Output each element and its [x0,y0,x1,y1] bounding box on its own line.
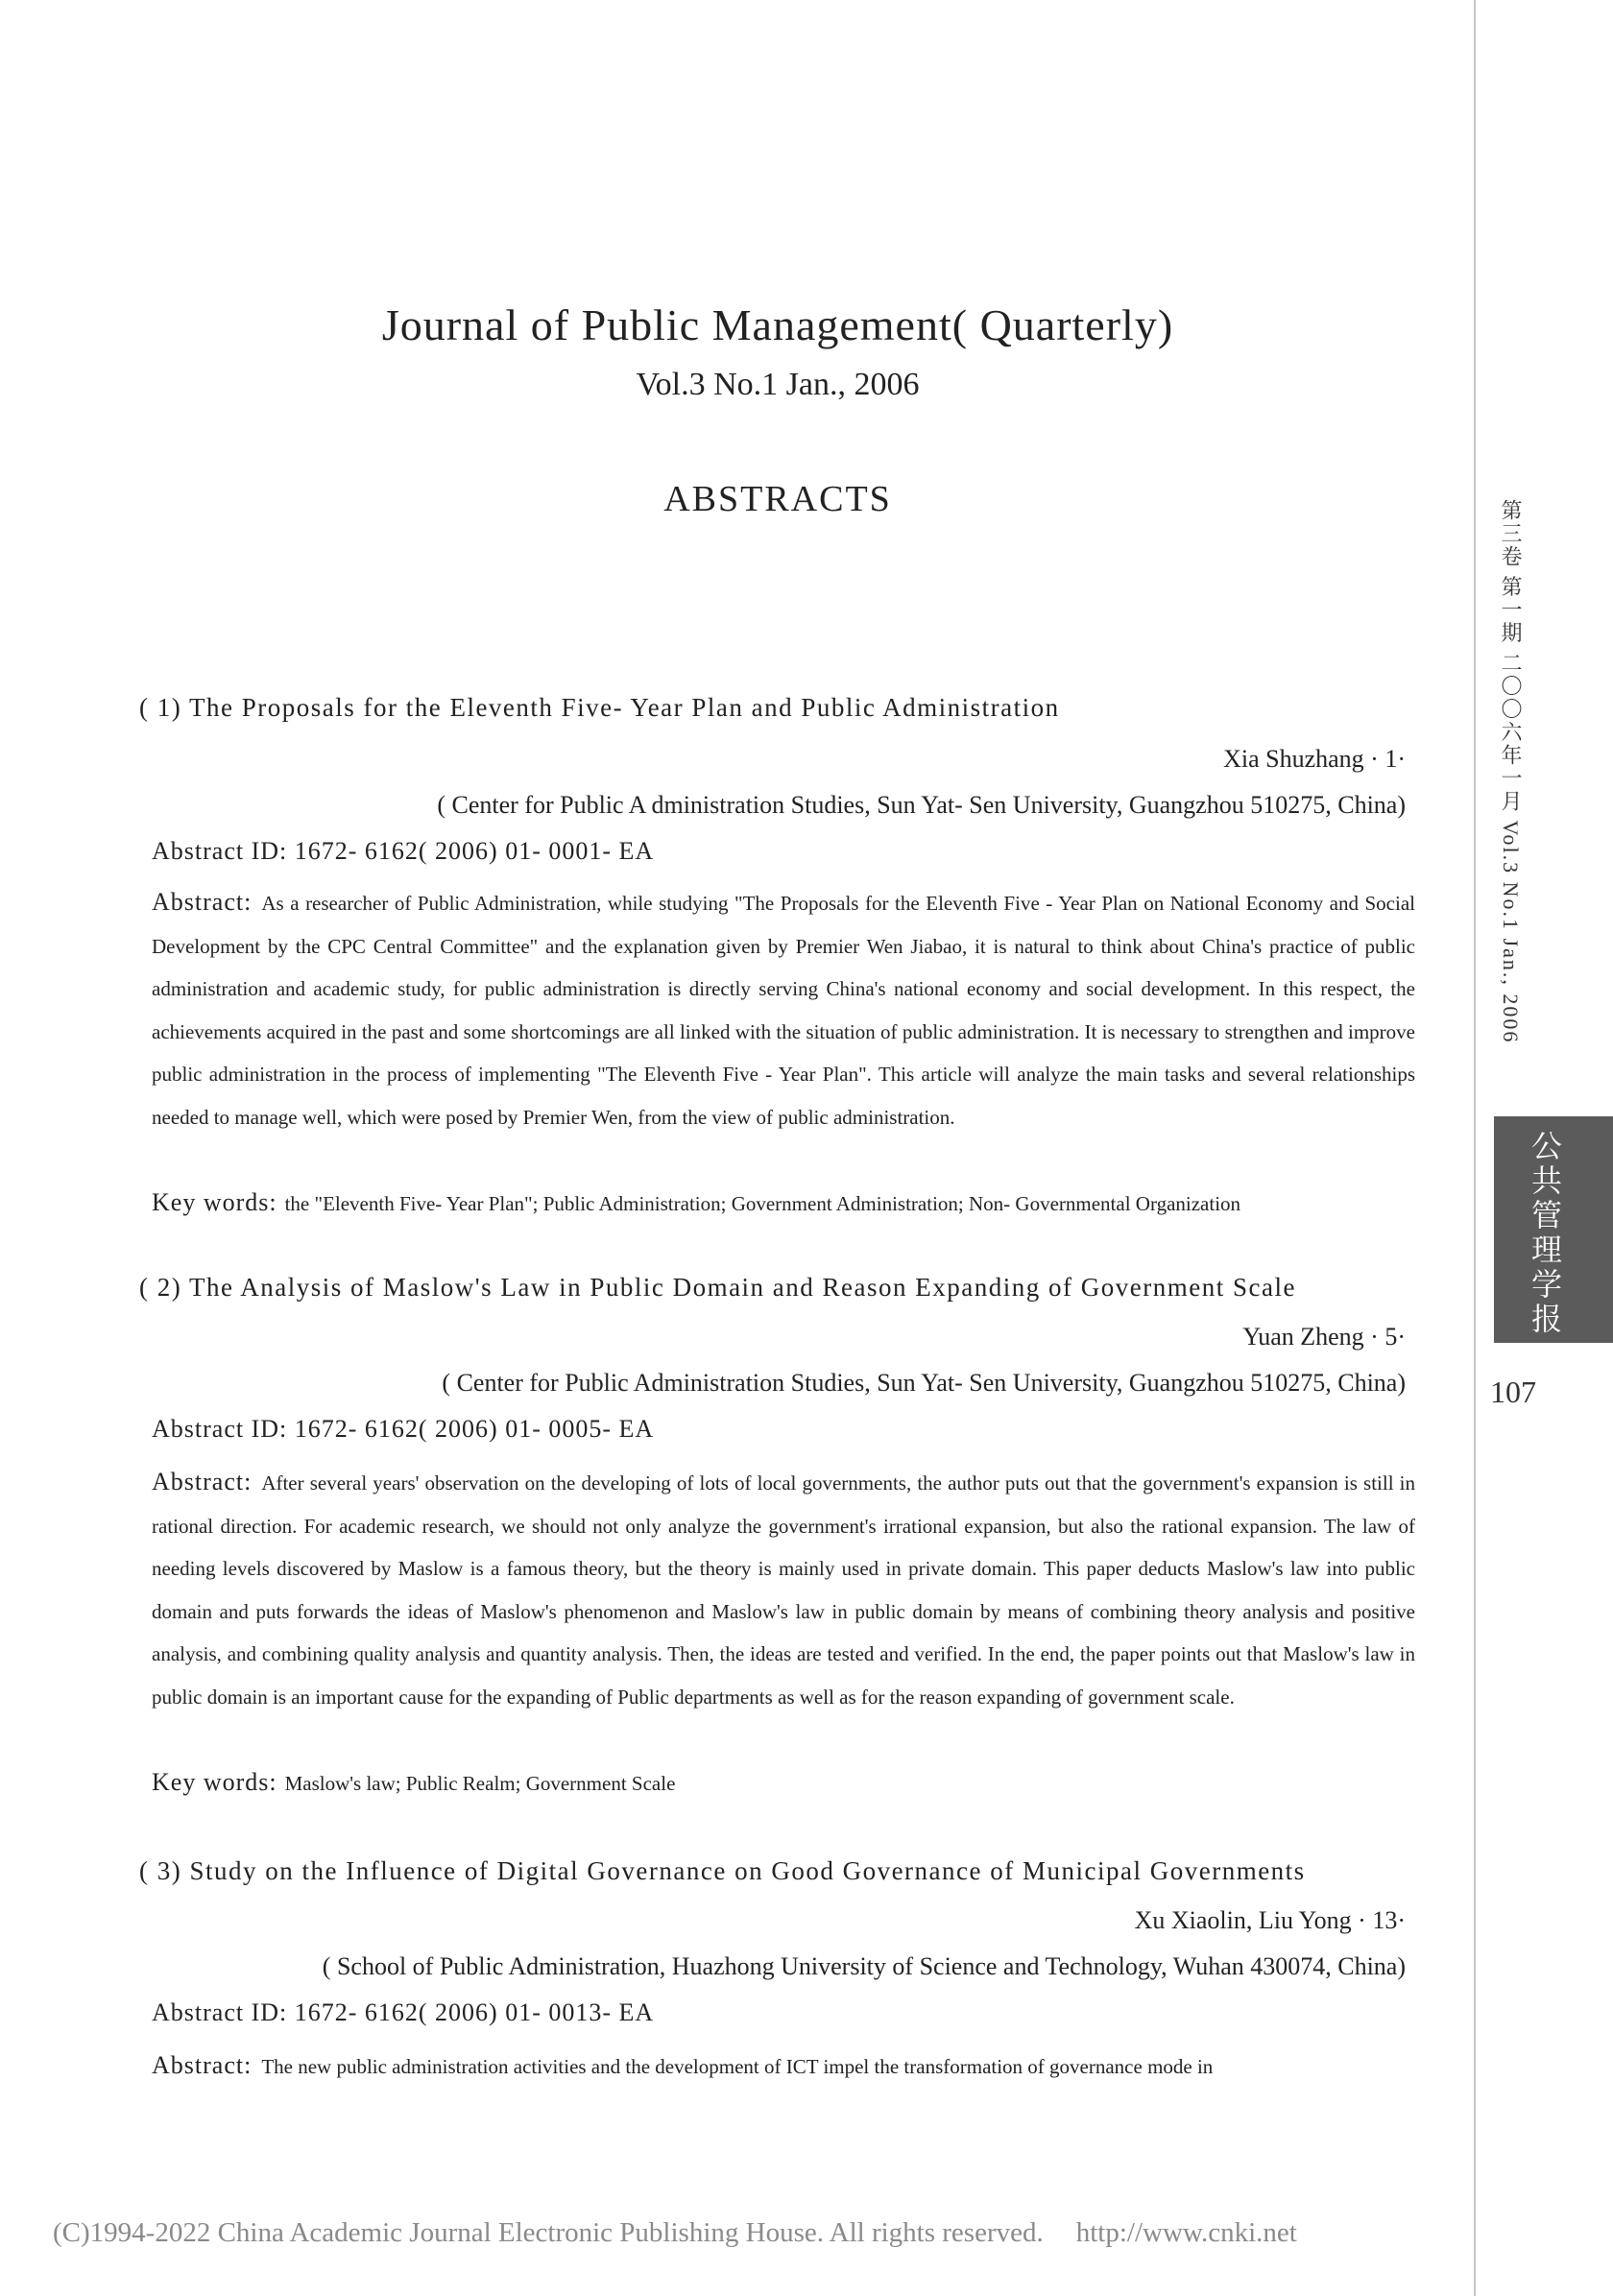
keywords-label: Key words: [152,1768,277,1796]
sidebar-journal-badge [1494,1116,1613,1343]
entry-3-abstract-id: Abstract ID: 1672- 6162( 2006) 01- 0013- EA [152,1998,655,2026]
entry-3-title: ( 3) Study on the Influence of Digital Governance on Good Governance of Municipal Governments [139,1856,1306,1885]
footer-url-link[interactable]: http://www.cnki.net [1075,2217,1297,2248]
sidebar-issue-text: 第三卷 第一期 二〇〇六年一月 Vol.3 No.1 Jan., 2006 [1499,499,1523,1044]
page-number: 107 [1490,1375,1536,1409]
abstract-text: The new public administration activities and the development of ICT impel the transformation of governance mode in [261,2055,1214,2078]
entry-3-author: Xu Xiaolin, Liu Yong · 13· [1134,1906,1406,1934]
footer-copyright [53,2217,1297,2249]
entry-1-affiliation: ( Center for Public A dministration Studies, Sun Yat- Sen University, Guangzhou 510275, China) [437,791,1406,819]
entry-2-affiliation: ( Center for Public Administration Studies, Sun Yat- Sen University, Guangzhou 510275, China) [442,1369,1406,1397]
entry-2-author: Yuan Zheng · 5· [1242,1323,1406,1351]
abstract-text: As a researcher of Public Administration, while studying "The Proposals for the Eleventh Five - Year Plan on National Economy and Social Development by the CPC Central Committee" and the explanation given by Premier Wen Jiabao, it is natural to think about China's practice of public administration and academic study, for public administration is directly serving China's national economy and social development. In this respect, the achievements acquired in the past and some shortcomings are all linked with the situation of public administration. It is necessary to strengthen and improve public administration in the process of implementing "The Eleventh Five - Year Plan". This article will analyze the main tasks and several relationships needed to manage well, which were posed by Premier Wen, from the view of public administration. [152,892,1415,1129]
entry-1-abstract-id: Abstract ID: 1672- 6162( 2006) 01- 0001- EA [152,837,655,865]
abstracts-heading: ABSTRACTS [663,479,892,519]
keywords-text: the "Eleventh Five- Year Plan"; Public Administration; Government Administration; Non- Governmental Organization [284,1192,1241,1215]
entry-1-title: ( 1) The Proposals for the Eleventh Five- Year Plan and Public Administration [139,693,1060,722]
keywords-text: Maslow's law; Public Realm; Government Scale [284,1772,676,1795]
sidebar-issue-info [1496,499,1544,1094]
abstract-text: After several years' observation on the developing of lots of local governments, the author puts out that the government's expansion is still in rational direction. For academic research, we should not only analyze the government's irrational expansion, but also the rational expansion. The law of needing levels discovered by Maslow is a famous theory, but the theory is mainly used in private domain. This paper deducts Maslow's law into public domain and puts forwards the ideas of Maslow's phenomenon and Maslow's law in public domain by means of combining theory analysis and positive analysis, and combining quality analysis and quantity analysis. Then, the ideas are tested and verified. In the end, the paper points out that Maslow's law in public domain is an important cause for the expanding of Public departments as well as for the reason expanding of government scale. [152,1471,1415,1709]
abstract-label: Abstract: [152,1468,253,1495]
abstract-label: Abstract: [152,888,253,916]
journal-volume: Vol.3 No.1 Jan., 2006 [636,367,920,402]
entry-1-author: Xia Shuzhang · 1· [1223,745,1406,773]
entry-1-abstract [152,881,1415,1139]
keywords-label: Key words: [152,1188,277,1216]
sidebar-journal-name: 公共管理学报 [1527,1130,1563,1337]
entry-1-keywords [152,1188,1429,1217]
copyright-text: (C)1994-2022 China Academic Journal Electronic Publishing House. All rights reserved. [53,2217,1044,2248]
entry-3-abstract [152,2045,1415,2089]
entry-2-abstract [152,1461,1415,1719]
entry-2-abstract-id: Abstract ID: 1672- 6162( 2006) 01- 0005- EA [152,1415,655,1443]
entry-2-title: ( 2) The Analysis of Maslow's Law in Public Domain and Reason Expanding of Government Scale [139,1273,1296,1302]
entry-2-keywords [152,1768,1429,1797]
abstract-label: Abstract: [152,2051,253,2079]
entry-3-affiliation: ( School of Public Administration, Huazhong University of Science and Technology, Wuhan 430074, China) [322,1952,1406,1980]
margin-divider [1474,0,1476,2296]
journal-title: Journal of Public Management( Quarterly) [381,300,1174,349]
